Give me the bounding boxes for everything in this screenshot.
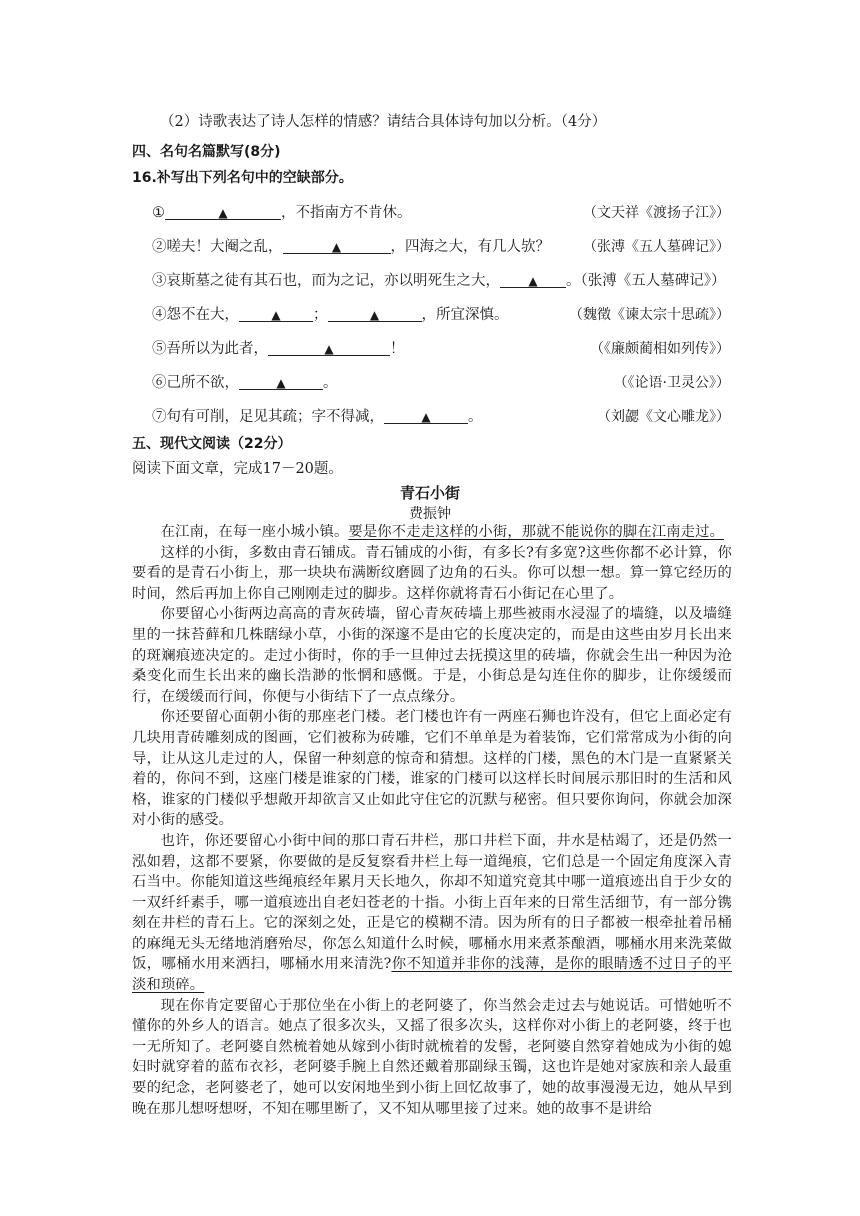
article-body: [132, 522, 732, 1119]
item-text: 哀斯墓之徒有其石也，而为之记，亦以明死生之大，: [166, 273, 500, 289]
question-16-heading: 16.补写出下列名句中的空缺部分。: [132, 170, 353, 186]
triangle-marker: ▲: [276, 376, 286, 390]
paragraph-4: [132, 707, 732, 831]
triangle-marker: ▲: [369, 308, 380, 322]
fill-item-4: [152, 305, 509, 325]
item-text: ，所宜深慎。: [421, 307, 509, 323]
item-text: 。: [468, 409, 483, 425]
item-number: ⑥: [152, 375, 167, 391]
paragraph-1: [132, 522, 732, 543]
source-1: （文天祥《渡扬子江》）: [583, 205, 730, 221]
fill-item-5: [152, 339, 405, 359]
item-text: ，不指南方不肯休。: [281, 205, 412, 221]
section-5-heading: 五、现代文阅读（22分）: [132, 436, 292, 452]
source-4: （魏徵《谏太宗十思疏》）: [569, 307, 730, 323]
paragraph-text: 你要留心小街两边高高的青灰砖墙，留心青灰砖墙上那些被雨水浸湿了的墙缝，以及墙缝里的一抹苔藓和几株瞎绿小草，小街的深邃不是由它的长度决定的，而是由这些由岁月长出来的斑斓痕迹决定的。走过小街时，你的手一旦伸过去抚摸这里的砖墙，你就会生出一种因为沧桑变化而生长出来的幽长浩渺的怅惘和感慨。于是，小街总是勾连住你的脚步，让你缓缓而行，在缓缓而行间，你便与小街结下了一点点缘分。: [132, 606, 732, 705]
paragraph-text: 现在你肯定要留心于那位坐在小街上的老阿婆了，你当然会走过去与她说话。可惜她听不懂你的外乡人的语言。她点了很多次头，又摇了很多次头，这样你对小街上的老阿婆，终于也一无所知了。老阿婆自然梳着她从嫁到小街时就梳着的发髻，老阿婆自然穿着她成为小街的媳妇时就穿着的蓝布衣衫，老阿婆手腕上自然还戴着那副绿玉镯，这也许是她对家族和亲人最重要的纪念，老阿婆老了，她可以安闲地坐到小街上回忆故事了，她的故事漫漫无边，她从早到晚在那儿想呀想呀，不知在哪里断了，又不知从哪里接了过来。她的故事不是讲给: [132, 997, 732, 1117]
source-3: （张溥《五人墓碑记》）: [580, 273, 726, 289]
fill-item-3: [152, 271, 726, 291]
item-text: 吾所以为此者，: [166, 341, 268, 357]
item-number: ①: [152, 205, 165, 221]
answer-blank[interactable]: [500, 271, 566, 288]
item-number: ⑦: [152, 409, 167, 425]
item-number: ③: [152, 273, 167, 289]
article-author: 费振钟: [409, 506, 451, 522]
paragraph-3: [132, 604, 732, 707]
paragraph-5: [132, 831, 732, 996]
paragraph-text: 这样的小街，多数由青石铺成。青石铺成的小街，有多长?有多宽?这些你都不必计算，你要看的是青石小街上，那一块块布满断纹磨圆了边角的石头。你可以想一想。算一算它经历的时间，然后再加上你自己刚刚走过的脚步。这样你就将青石小街记在心里了。: [132, 544, 732, 602]
paragraph-text: 也许，你还要留心小街中间的那口青石井栏，那口井栏下面，井水是枯竭了，还是仍然一泓如碧，这都不要紧，你要做的是反复察看井栏上每一道绳痕，它们总是一个固定角度深入青石当中。你能知道这些绳痕经年累月天长地久，你却不知道究竟其中哪一道痕迹出自于少女的一双纤纤素手，哪一道痕迹出自老妇苍老的十指。小街上百年来的日常生活细节，有一部分镌刻在井栏的青石上。它的深刻之处，正是它的模糊不清。因为所有的日子都被一根牵扯着吊桶的麻绳无头无绪地消磨殆尽，你怎么知道什么时候，哪桶水用来煮茶酿酒，哪桶水用来洗菜做饭，哪桶水用来洒扫，哪桶水用来清洗?: [132, 832, 732, 973]
item-text: 句有可削，足见其疏；字不得减，: [166, 409, 384, 425]
section-4-heading: 四、名句名篇默写(8分): [132, 144, 281, 160]
paragraph-text: 在江南，在每一座小城小镇。: [160, 524, 349, 540]
triangle-marker: ▲: [218, 206, 228, 220]
triangle-marker: ▲: [528, 274, 538, 288]
item-number: ⑤: [152, 341, 167, 357]
answer-blank[interactable]: [165, 203, 281, 220]
item-text: ！: [390, 341, 405, 357]
answer-blank[interactable]: [239, 373, 323, 390]
answer-blank[interactable]: [239, 305, 313, 322]
triangle-marker: ▲: [331, 240, 342, 254]
item-text: 。: [323, 375, 338, 391]
item-number: ④: [152, 307, 167, 323]
item-text: 嗟夫！大阉之乱，: [166, 239, 283, 255]
source-2: （张溥《五人墓碑记》）: [583, 239, 730, 255]
triangle-marker: ▲: [421, 410, 431, 424]
answer-blank[interactable]: [328, 305, 422, 322]
item-text: 。: [566, 273, 581, 289]
underlined-sentence: 要是你不走走这样的小街，那就不能说你的脚在江南走过。: [348, 524, 725, 540]
fill-item-2: [152, 237, 550, 257]
item-text: 怨不在大，: [166, 307, 239, 323]
paragraph-2: [132, 543, 732, 605]
underlined-sentence: 你不知道并非你的浅薄，是你的眼睛透不过日子的平淡和琐碎。: [132, 956, 732, 994]
question-15-2: （2）诗歌表达了诗人怎样的情感？请结合具体诗句加以分析。（4分）: [160, 114, 607, 130]
section-5-instruction: 阅读下面文章，完成17－20题。: [132, 461, 343, 477]
article-title: 青石小街: [399, 484, 460, 502]
item-text: 己所不欲，: [166, 375, 239, 391]
item-number: ②: [152, 239, 167, 255]
answer-blank[interactable]: [384, 407, 468, 424]
item-text: ；: [313, 307, 328, 323]
source-6: （《论语·卫灵公》）: [613, 375, 730, 391]
paragraph-6: [132, 996, 732, 1120]
fill-item-1: [152, 203, 412, 223]
answer-blank[interactable]: [268, 339, 390, 356]
source-5: （《廉颇蔺相如列传》）: [590, 341, 730, 357]
triangle-marker: ▲: [324, 342, 334, 356]
fill-item-6: [152, 373, 338, 393]
fill-item-7: [152, 407, 483, 427]
source-7: （刘勰《文心雕龙》）: [597, 409, 730, 425]
triangle-marker: ▲: [271, 308, 281, 322]
paragraph-text: 你还要留心面朝小街的那座老门楼。老门楼也许有一两座石狮也许没有，但它上面必定有几块用青砖雕刻成的图画，它们被称为砖雕，它们不单单是为着装饰，它们常常成为小街的向导，让从这儿走过的人，保留一种刻意的惊奇和猜想。这样的门楼，黑色的木门是一直紧紧关着的，你问不到，这座门楼是谁家的门楼，谁家的门楼可以这样长时间展示那旧时的生活和风格，谁家的门楼似乎想敞开却欲言又止如此守住它的沉默与秘密。但只要你询问，你就会加深对小街的感受。: [132, 709, 732, 829]
item-text: ，四海之大，有几人欤？: [390, 239, 550, 255]
answer-blank[interactable]: [283, 237, 391, 254]
